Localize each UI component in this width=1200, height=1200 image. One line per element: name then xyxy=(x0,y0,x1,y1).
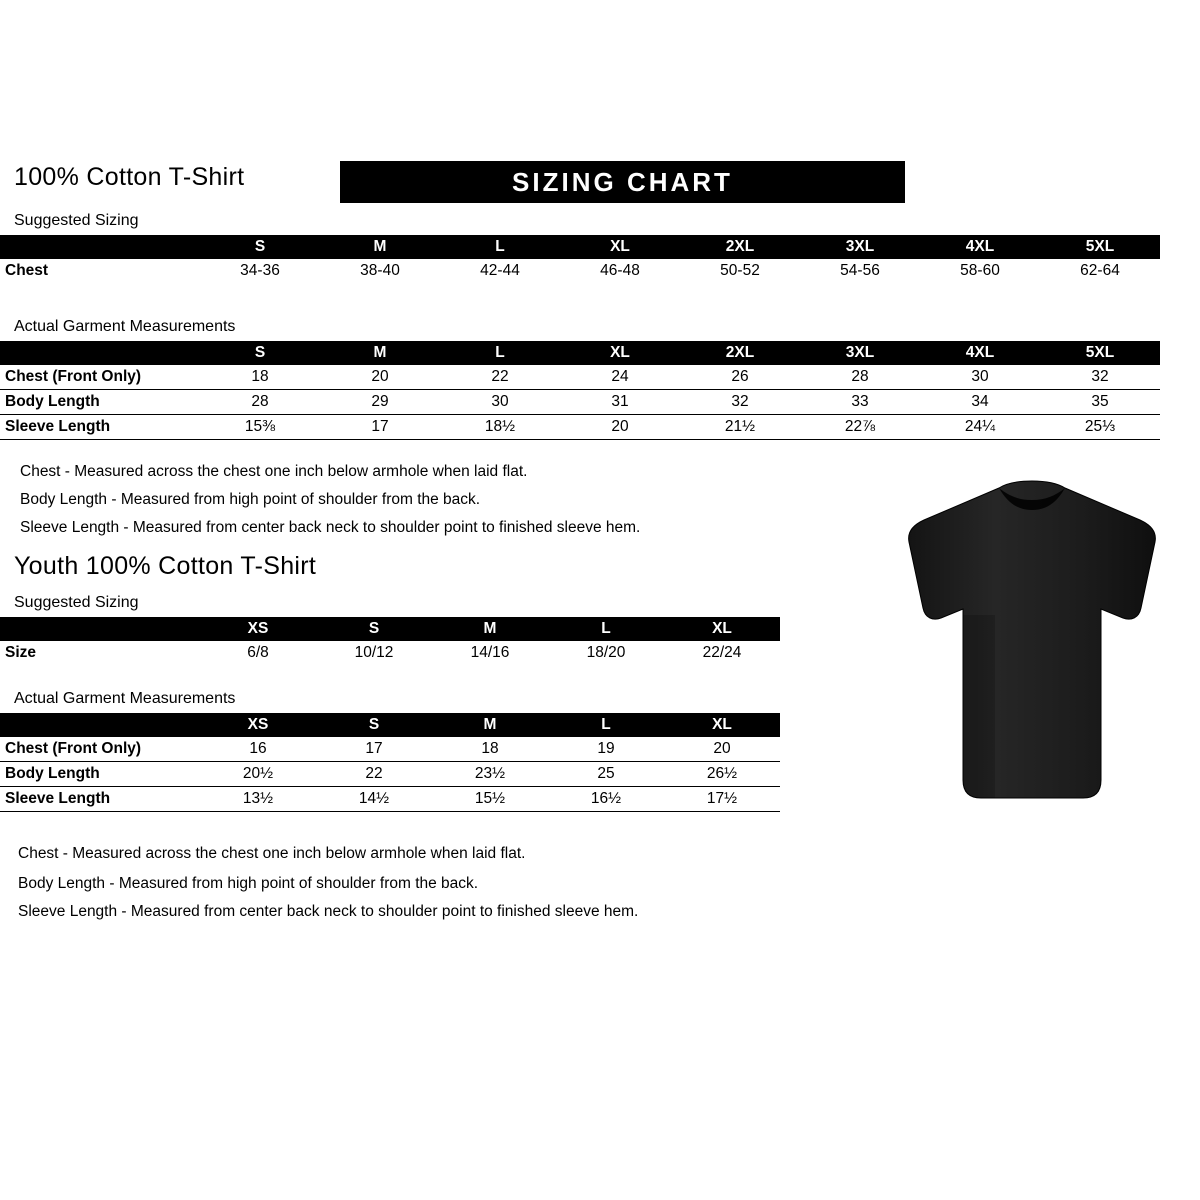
table-header-row xyxy=(0,617,780,641)
cell-value: 62-64 xyxy=(1080,262,1120,279)
cell-value: 13½ xyxy=(200,787,316,812)
column-header: S xyxy=(316,713,432,737)
column-header: 2XL xyxy=(680,341,800,365)
column-header: S xyxy=(316,617,432,641)
column-header: 4XL xyxy=(920,341,1040,365)
cell-value: 15⅜ xyxy=(200,415,320,440)
column-header: S xyxy=(200,341,320,365)
cell-value: 35 xyxy=(1040,390,1160,415)
column-header: L xyxy=(440,235,560,259)
cell-value: 46-48 xyxy=(600,262,640,279)
youth-note-body-length: Body Length - Measured from high point of shoulder from the back. xyxy=(18,875,479,892)
cell-value: 28 xyxy=(800,365,920,390)
cell-value: 16 xyxy=(200,737,316,762)
cell-value: 31 xyxy=(560,390,680,415)
cell-value: 28 xyxy=(200,390,320,415)
cell-value: 17½ xyxy=(664,787,780,812)
cell-value: 17 xyxy=(320,415,440,440)
adult-suggested-sizing-table xyxy=(0,235,1160,283)
table-row xyxy=(0,762,780,787)
table-header-row xyxy=(0,341,1160,365)
cell-value: 26½ xyxy=(664,762,780,787)
adult-section-title: 100% Cotton T-Shirt xyxy=(14,163,245,191)
column-header: M xyxy=(432,713,548,737)
row-label: Body Length xyxy=(0,390,200,415)
row-label: Body Length xyxy=(0,762,200,787)
column-header: XL xyxy=(664,713,780,737)
column-header: 2XL xyxy=(680,235,800,259)
cell-value: 18/20 xyxy=(586,644,626,661)
table-row xyxy=(0,415,1160,440)
row-label: Chest xyxy=(5,262,49,279)
table-row xyxy=(0,737,780,762)
column-header: 4XL xyxy=(920,235,1040,259)
cell-value: 20 xyxy=(560,415,680,440)
cell-value: 22/24 xyxy=(702,644,742,661)
cell-value: 21½ xyxy=(680,415,800,440)
column-header: L xyxy=(548,617,664,641)
cell-value: 20 xyxy=(664,737,780,762)
column-header xyxy=(0,235,200,259)
cell-value: 18½ xyxy=(440,415,560,440)
cell-value: 30 xyxy=(440,390,560,415)
youth-suggested-sizing-label: Suggested Sizing xyxy=(14,594,139,611)
sizing-chart-banner xyxy=(340,161,905,203)
adult-suggested-sizing-label: Suggested Sizing xyxy=(14,212,139,229)
youth-suggested-sizing-table xyxy=(0,617,780,665)
cell-value: 22 xyxy=(440,365,560,390)
row-label: Chest (Front Only) xyxy=(0,737,200,762)
youth-actual-measurements-label: Actual Garment Measurements xyxy=(14,690,236,707)
row-label: Sleeve Length xyxy=(0,415,200,440)
row-label: Sleeve Length xyxy=(0,787,200,812)
cell-value: 29 xyxy=(320,390,440,415)
column-header: 3XL xyxy=(800,235,920,259)
cell-value: 18 xyxy=(200,365,320,390)
youth-note-sleeve-length: Sleeve Length - Measured from center back neck to shoulder point to finished sleeve hem. xyxy=(18,903,639,920)
cell-value: 34-36 xyxy=(240,262,280,279)
cell-value: 18 xyxy=(432,737,548,762)
adult-actual-measurements-label: Actual Garment Measurements xyxy=(14,318,236,335)
cell-value: 14½ xyxy=(316,787,432,812)
column-header: XL xyxy=(664,617,780,641)
youth-section-title: Youth 100% Cotton T-Shirt xyxy=(14,552,317,580)
adult-note-chest: Chest - Measured across the chest one inch below armhole when laid flat. xyxy=(20,463,528,480)
cell-value: 20 xyxy=(320,365,440,390)
column-header xyxy=(0,341,200,365)
cell-value: 34 xyxy=(920,390,1040,415)
row-label: Chest (Front Only) xyxy=(0,365,200,390)
cell-value: 19 xyxy=(548,737,664,762)
cell-value: 24¼ xyxy=(920,415,1040,440)
table-row xyxy=(0,390,1160,415)
table-row xyxy=(0,259,1160,283)
column-header xyxy=(0,617,200,641)
column-header: 5XL xyxy=(1040,235,1160,259)
cell-value: 22 xyxy=(316,762,432,787)
cell-value: 50-52 xyxy=(720,262,760,279)
column-header: XL xyxy=(560,341,680,365)
sizing-chart-banner-label: SIZING CHART xyxy=(512,166,733,197)
cell-value: 16½ xyxy=(548,787,664,812)
column-header: S xyxy=(200,235,320,259)
table-header-row xyxy=(0,713,780,737)
column-header: M xyxy=(432,617,548,641)
cell-value: 32 xyxy=(1040,365,1160,390)
cell-value: 20½ xyxy=(200,762,316,787)
table-row xyxy=(0,787,780,812)
adult-actual-measurements-table xyxy=(0,341,1160,440)
cell-value: 24 xyxy=(560,365,680,390)
column-header: XS xyxy=(200,713,316,737)
cell-value: 26 xyxy=(680,365,800,390)
column-header: 5XL xyxy=(1040,341,1160,365)
cell-value: 10/12 xyxy=(354,644,394,661)
column-header: M xyxy=(320,235,440,259)
column-header: M xyxy=(320,341,440,365)
cell-value: 22⅞ xyxy=(800,415,920,440)
column-header xyxy=(0,713,200,737)
cell-value: 23½ xyxy=(432,762,548,787)
cell-value: 32 xyxy=(680,390,800,415)
column-header: XL xyxy=(560,235,680,259)
cell-value: 38-40 xyxy=(360,262,400,279)
cell-value: 6/8 xyxy=(247,644,269,661)
tshirt-image xyxy=(895,480,1170,810)
cell-value: 54-56 xyxy=(840,262,880,279)
adult-note-body-length: Body Length - Measured from high point of shoulder from the back. xyxy=(20,491,481,508)
column-header: L xyxy=(548,713,664,737)
cell-value: 25⅓ xyxy=(1040,415,1160,440)
youth-note-chest: Chest - Measured across the chest one inch below armhole when laid flat. xyxy=(18,845,526,862)
table-header-row xyxy=(0,235,1160,259)
cell-value: 30 xyxy=(920,365,1040,390)
column-header: 3XL xyxy=(800,341,920,365)
row-label: Size xyxy=(5,644,37,661)
cell-value: 15½ xyxy=(432,787,548,812)
table-row xyxy=(0,641,780,665)
youth-actual-measurements-table xyxy=(0,713,780,812)
cell-value: 17 xyxy=(316,737,432,762)
cell-value: 58-60 xyxy=(960,262,1000,279)
cell-value: 33 xyxy=(800,390,920,415)
tshirt-illustration-icon xyxy=(895,480,1170,810)
column-header: XS xyxy=(200,617,316,641)
adult-note-sleeve-length: Sleeve Length - Measured from center back neck to shoulder point to finished sleeve hem. xyxy=(20,519,641,536)
cell-value: 42-44 xyxy=(480,262,520,279)
column-header: L xyxy=(440,341,560,365)
table-row xyxy=(0,365,1160,390)
cell-value: 25 xyxy=(548,762,664,787)
cell-value: 14/16 xyxy=(470,644,510,661)
